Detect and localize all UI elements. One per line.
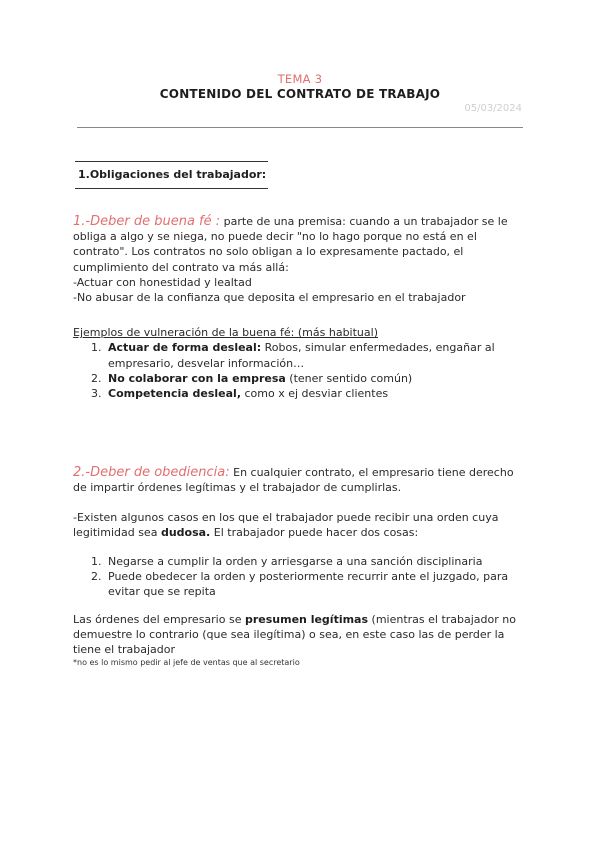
presumption-text-end: (mientras el trabajador no demuestre lo contrario (que sea ilegítima) o sea, en este caso las de perder la tiene el trabajador <box>73 612 516 657</box>
list-item <box>73 386 525 401</box>
duty2-dudosa: dudosa. <box>160 525 211 539</box>
duty2-cases-text-end: El trabajador puede hacer dos cosas: <box>210 525 419 539</box>
list-item <box>73 340 525 370</box>
spacer <box>73 305 525 325</box>
list-item <box>73 554 525 569</box>
duty2-text: En cualquier contrato, el empresario tiene derecho de impartir órdenes legítimas y el trabajador de cumplirlas. <box>73 466 514 495</box>
duty2-cases-text: -Existen algunos casos en los que el trabajador puede recibir una orden cuya legitimidad sea <box>73 510 499 539</box>
example-text: como x ej desviar clientes <box>241 387 389 401</box>
list-number: 2. <box>91 570 102 584</box>
example-bold: No colaborar con la empresa <box>108 371 286 385</box>
duty1-text: parte de una premisa: cuando a un trabajador se le obliga a algo y se niega, no puede decir "no lo hago porque no está en el contrato". Los contratos no solo obligan a lo expresamente pactado, el cumplimiento del contrato va más allá: <box>73 215 508 274</box>
duty2-cases-paragraph <box>73 510 525 540</box>
examples-heading: Ejemplos de vulneración de la buena fé: (más habitual) <box>73 326 378 340</box>
presumption-text: Las órdenes del empresario se <box>73 612 245 626</box>
options-list <box>73 554 525 600</box>
duty2-presumption-paragraph <box>73 612 525 658</box>
section-title: 1.Obligaciones del trabajador: <box>78 168 267 181</box>
duty1-line2: -No abusar de la confianza que deposita el empresario en el trabajador <box>73 291 466 305</box>
example-bold: Competencia desleal, <box>108 387 242 401</box>
list-number: 3. <box>91 387 102 401</box>
document-date: 05/03/2024 <box>464 103 522 114</box>
example-bold: Actuar de forma desleal: <box>108 341 262 355</box>
topic-label: TEMA 3 <box>277 72 323 86</box>
duty2-paragraph <box>73 465 525 495</box>
list-item <box>73 569 525 599</box>
example-text: (tener sentido común) <box>285 371 413 385</box>
list-number: 1. <box>91 555 102 569</box>
duty2-heading: 2.-Deber de obediencia: <box>73 465 230 481</box>
page-title: CONTENIDO DEL CONTRATO DE TRABAJO <box>159 87 441 101</box>
header-divider <box>77 127 523 128</box>
spacer <box>73 540 525 554</box>
example-text: Robos, simular enfermedades, engañar al empresario, desvelar información… <box>108 341 495 370</box>
list-item <box>73 371 525 386</box>
option-text: Puede obedecer la orden y posteriormente recurrir ante el juzgado, para evitar que se repita <box>108 570 509 599</box>
document-body <box>73 214 525 668</box>
list-number: 1. <box>91 341 102 355</box>
presumption-bold: presumen legítimas <box>244 612 369 626</box>
duty1-heading: 1.-Deber de buena fé : <box>73 214 221 229</box>
footnote: *no es lo mismo pedir al jefe de ventas que al secretario <box>73 658 300 668</box>
spacer <box>73 401 525 465</box>
spacer <box>73 496 525 510</box>
duty1-line1: -Actuar con honestidad y lealtad <box>73 275 252 289</box>
option-text: Negarse a cumplir la orden y arriesgarse a una sanción disciplinaria <box>108 555 483 569</box>
list-number: 2. <box>91 371 102 385</box>
section-header-box <box>75 161 268 189</box>
duty1-paragraph <box>73 214 525 275</box>
examples-list <box>73 340 525 401</box>
spacer <box>73 600 525 612</box>
